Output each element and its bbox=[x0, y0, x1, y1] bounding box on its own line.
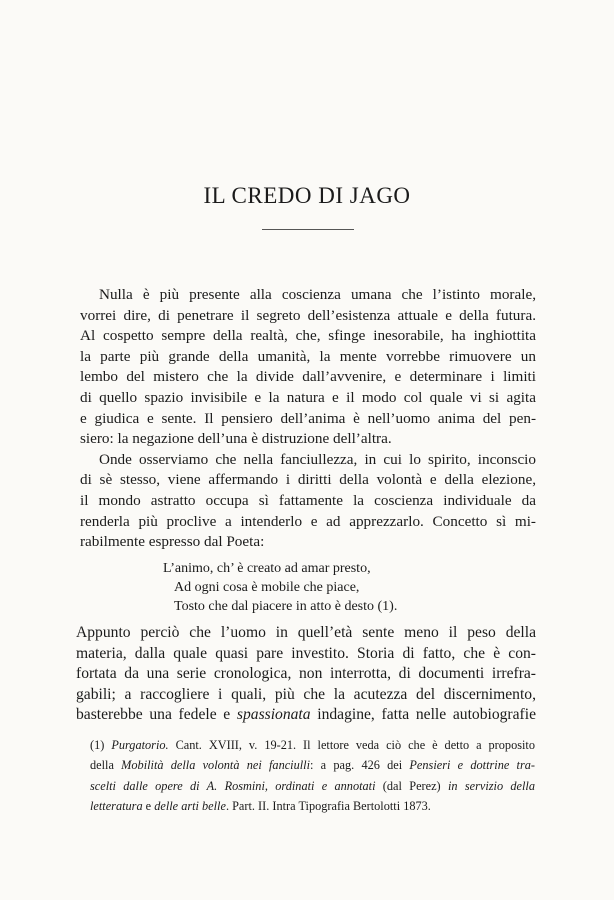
footnote-marker: (1) bbox=[90, 738, 112, 752]
text-line: Appunto perciò che l’uomo in quell’età sente meno il peso della bbox=[76, 624, 536, 641]
text-line: renderla più proclive a intenderlo e ad apprezzarlo. Concetto sì mi- bbox=[80, 512, 536, 530]
text-segment: basterebbe una fedele e bbox=[76, 706, 237, 724]
text-segment: . Part. II. Intra Tipografia Bertolotti 1873. bbox=[225, 798, 431, 813]
text-line: il mondo astratto occupa sì fattamente la coscienza individuale da bbox=[80, 491, 536, 509]
text-segment: Cant. XVIII, v. 19-21. Il lettore veda ciò che è detto a proposito bbox=[168, 738, 535, 752]
chapter-title: IL CREDO DI JAGO bbox=[203, 183, 411, 208]
body-paragraphs bbox=[80, 285, 536, 553]
footnote-line bbox=[90, 755, 535, 775]
text-line: Nulla è più presente alla coscienza umana che l’istinto morale, bbox=[99, 286, 536, 303]
text-line: lembo del mistero che la divide dall’avvenire, e determinare i limiti bbox=[80, 368, 536, 386]
text-line: siero: la negazione dell’una è distruzione dell’altra. bbox=[80, 430, 392, 448]
verse-line: Tosto che dal piacere in atto è desto (1). bbox=[174, 599, 398, 614]
text-line: di quello spazio invisibile e la natura e il modo col quale vi si agita bbox=[80, 388, 536, 406]
text-line: di sè stesso, viene affermando i diritti della volontà e della elezione, bbox=[80, 471, 536, 489]
text-segment: : a pag. 426 dei bbox=[310, 758, 410, 773]
text-line bbox=[76, 705, 536, 726]
text-line: Onde osserviamo che nella fanciullezza, in cui lo spirito, inconscio bbox=[99, 450, 536, 468]
verse-line: Ad ogni cosa è mobile che piace, bbox=[174, 580, 360, 595]
italic-text: delle arti belle bbox=[154, 798, 226, 813]
text-line: gabili; a raccogliere i quali, più che la acutezza del discernimento, bbox=[76, 685, 536, 703]
footnote-line bbox=[90, 796, 535, 816]
text-segment: indagine, fatta nelle autobiografie bbox=[310, 706, 536, 724]
text-line: vorrei dire, di penetrare il segreto dell’esistenza attuale e della futura. bbox=[80, 306, 536, 324]
text-line: e giudica e sente. Il pensiero dell’anima è nell’uomo anima del pen- bbox=[80, 409, 536, 427]
body-paragraph-3 bbox=[76, 623, 536, 726]
italic-text: Mobilità della volontà nei fanciulli bbox=[121, 758, 310, 773]
text-segment: e bbox=[142, 798, 155, 813]
italic-text: Purgatorio. bbox=[111, 738, 169, 752]
text-line: materia, dalla quale quasi pare investito. Storia di fatto, che è con- bbox=[76, 644, 536, 662]
italic-text: scelti dalle opere di A. Rosmini, ordinati e annotati bbox=[90, 778, 376, 793]
poem-quote bbox=[163, 559, 463, 616]
title-divider bbox=[262, 229, 354, 230]
footnote-line bbox=[90, 776, 535, 796]
verse-line: L’animo, ch’ è creato ad amar presto, bbox=[163, 561, 371, 576]
text-line: fortata da una serie cronologica, non interrotta, di documenti irrefra- bbox=[76, 665, 536, 683]
footnote bbox=[90, 735, 535, 816]
footnote-line bbox=[90, 735, 535, 755]
italic-text: letteratura bbox=[90, 798, 143, 813]
text-segment: (dal Perez) bbox=[375, 778, 448, 793]
italic-text: Pensieri e dottrine tra- bbox=[409, 758, 535, 773]
italic-text: spassionata bbox=[236, 706, 311, 724]
italic-text: in servizio della bbox=[447, 778, 535, 793]
text-line: la parte più grande della umanità, la mente vorrebbe rimuovere un bbox=[80, 347, 536, 365]
text-line: Al cospetto sempre della realtà, che, sfinge inesorabile, ha inghiottita bbox=[80, 327, 536, 345]
text-segment: della bbox=[90, 758, 122, 773]
text-line: rabilmente espresso dal Poeta: bbox=[80, 533, 265, 551]
